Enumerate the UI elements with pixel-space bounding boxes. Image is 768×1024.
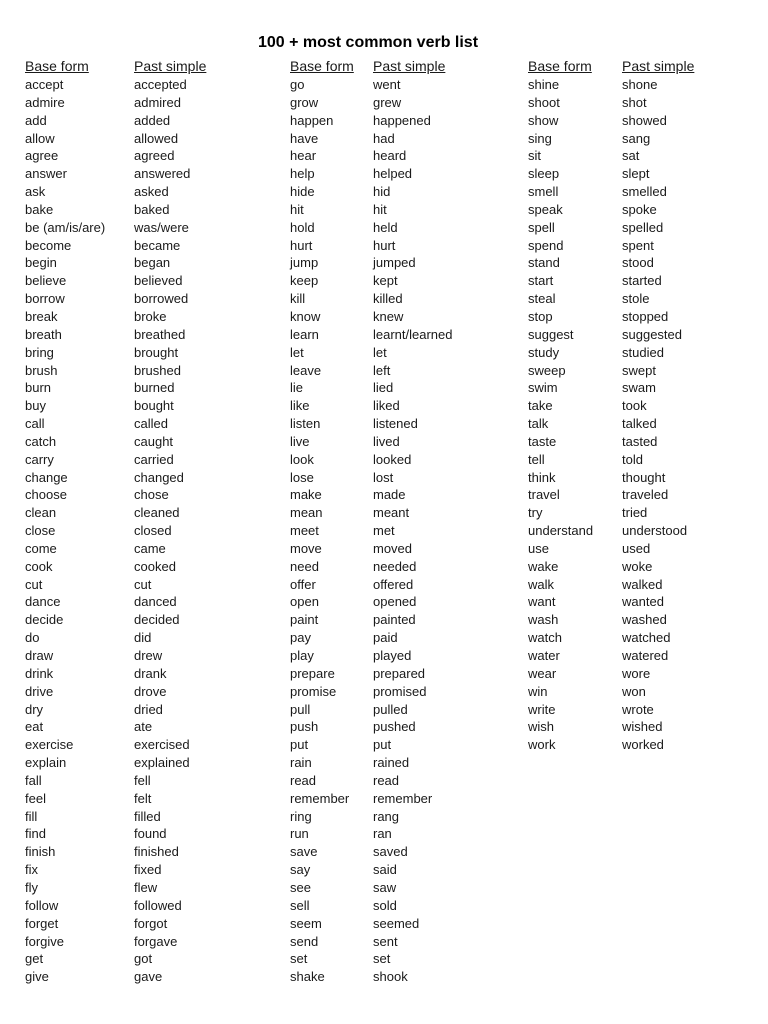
past-simple-item: slept: [622, 166, 650, 182]
base-form-item: happen: [290, 112, 334, 128]
past-simple-item: meant: [373, 505, 410, 521]
past-simple-item: sold: [373, 897, 397, 913]
base-form-item: take: [528, 398, 553, 414]
base-form-item: try: [528, 505, 543, 521]
base-form-item: eat: [25, 719, 44, 735]
base-form-item: allow: [25, 130, 55, 146]
past-simple-item: did: [134, 630, 152, 646]
base-form-item: read: [290, 772, 317, 788]
past-simple-column-3: [622, 56, 694, 754]
base-form-column-2: [290, 56, 354, 986]
past-simple-item: baked: [134, 201, 170, 217]
base-form-item: prepare: [290, 665, 335, 681]
base-form-item: sit: [528, 148, 541, 164]
base-form-item: become: [25, 237, 72, 253]
base-form-item: draw: [25, 648, 54, 663]
base-form-item: have: [290, 130, 319, 146]
past-simple-item: forgot: [134, 915, 168, 931]
base-form-item: talk: [528, 416, 549, 432]
base-form-item: want: [528, 594, 556, 610]
base-form-item: wish: [528, 719, 555, 735]
past-simple-item: helped: [373, 166, 413, 182]
base-form-item: shine: [528, 77, 560, 92]
base-form-item: suggest: [528, 326, 574, 342]
past-simple-item: told: [622, 451, 643, 467]
base-form-item: forgive: [25, 933, 65, 949]
past-simple-item: gave: [134, 969, 163, 985]
base-form-item: run: [290, 826, 309, 842]
base-form-item: save: [290, 844, 318, 860]
base-form-item: push: [290, 719, 319, 735]
past-simple-item: broke: [134, 308, 167, 324]
base-form-item: dance: [25, 594, 61, 610]
past-simple-item: let: [373, 344, 387, 360]
past-simple-item: decided: [134, 612, 180, 628]
past-simple-item: shot: [622, 94, 647, 110]
past-simple-item: bought: [134, 398, 174, 414]
past-simple-item: knew: [373, 308, 404, 324]
base-form-item: understand: [528, 523, 594, 539]
base-form-item: get: [25, 951, 44, 967]
base-form-item: write: [528, 701, 556, 717]
base-form-column-1: [25, 56, 105, 986]
base-form-item: add: [25, 112, 47, 128]
past-simple-item: sang: [622, 130, 651, 146]
past-simple-item: said: [373, 862, 397, 878]
past-simple-item: met: [373, 523, 395, 539]
base-form-item: cook: [25, 558, 53, 574]
base-form-item: jump: [290, 255, 319, 271]
base-form-item: brush: [25, 362, 58, 378]
base-form-item: believe: [25, 273, 67, 289]
base-form-item: breath: [25, 326, 62, 342]
past-simple-item: studied: [622, 344, 664, 360]
past-simple-item: tasted: [622, 433, 658, 449]
past-simple-item: believed: [134, 273, 183, 289]
base-form-item: put: [290, 737, 309, 753]
past-simple-column-1: [134, 56, 206, 986]
base-form-item: hold: [290, 219, 315, 235]
past-simple-item: swam: [622, 380, 656, 396]
past-simple-item: put: [373, 737, 392, 753]
base-form-item: choose: [25, 487, 67, 503]
base-form-item: lose: [290, 469, 314, 485]
base-form-item: fill: [25, 808, 38, 824]
past-simple-item: was/were: [134, 219, 189, 235]
base-form-item: finish: [25, 844, 56, 860]
base-form-item: start: [528, 273, 554, 289]
past-simple-item: happened: [373, 112, 431, 128]
base-form-item: spell: [528, 219, 555, 235]
past-simple-item: accepted: [134, 77, 187, 92]
base-form-item: look: [290, 451, 314, 467]
past-simple-item: used: [622, 540, 651, 556]
past-simple-item: painted: [373, 612, 416, 628]
base-form-item: accept: [25, 77, 64, 92]
base-form-item: agree: [25, 148, 59, 164]
past-simple-item: flew: [134, 879, 158, 895]
base-form-item: know: [290, 308, 321, 324]
past-simple-item: became: [134, 237, 181, 253]
base-form-item: wear: [528, 665, 557, 681]
past-simple-item: walked: [622, 576, 663, 592]
past-simple-item: saw: [373, 879, 397, 895]
past-simple-item: explained: [134, 755, 190, 771]
past-simple-item: heard: [373, 148, 407, 164]
base-form-item: grow: [290, 94, 319, 110]
base-form-column-3: [528, 56, 593, 754]
base-form-item: dry: [25, 701, 44, 717]
past-simple-item: killed: [373, 291, 403, 307]
base-form-item: set: [290, 951, 308, 967]
past-simple-item: spent: [622, 237, 654, 253]
past-simple-item: listened: [373, 416, 418, 432]
base-form-item: wake: [528, 558, 559, 574]
past-simple-item: caught: [134, 433, 174, 449]
past-simple-item: kept: [373, 273, 398, 289]
past-simple-item: spelled: [622, 219, 664, 235]
past-simple-item: brought: [134, 344, 179, 360]
past-simple-item: opened: [373, 594, 417, 610]
past-simple-item: watered: [622, 648, 669, 663]
past-simple-item: left: [373, 362, 391, 378]
base-form-item: like: [290, 398, 310, 414]
base-form-item: ask: [25, 184, 46, 200]
past-simple-item: lost: [373, 469, 394, 485]
base-form-item: catch: [25, 433, 57, 449]
base-form-item: say: [290, 862, 311, 878]
past-simple-item: chose: [134, 487, 169, 503]
past-simple-item: forgave: [134, 933, 178, 949]
base-form-header: Base form: [290, 58, 354, 74]
base-form-item: use: [528, 540, 549, 556]
past-simple-item: found: [134, 826, 167, 842]
base-form-item: hide: [290, 184, 315, 200]
past-simple-item: stood: [622, 255, 654, 271]
past-simple-item: drew: [134, 648, 163, 663]
base-form-item: speak: [528, 201, 563, 217]
base-form-item: let: [290, 344, 304, 360]
past-simple-item: shone: [622, 77, 658, 92]
past-simple-item: grew: [373, 94, 402, 110]
base-form-item: begin: [25, 255, 57, 271]
past-simple-item: talked: [622, 416, 657, 432]
past-simple-item: stole: [622, 291, 650, 307]
base-form-item: stand: [528, 255, 560, 271]
past-simple-item: jumped: [373, 255, 416, 271]
base-form-item: think: [528, 469, 556, 485]
base-form-item: sweep: [528, 362, 566, 378]
past-simple-item: thought: [622, 469, 666, 485]
past-simple-item: asked: [134, 184, 169, 200]
past-simple-item: rang: [373, 808, 400, 824]
past-simple-item: changed: [134, 469, 184, 485]
base-form-item: smell: [528, 184, 559, 200]
past-simple-item: understood: [622, 523, 688, 539]
past-simple-item: swept: [622, 362, 656, 378]
verb-list: [373, 76, 453, 986]
base-form-item: kill: [290, 291, 306, 307]
base-form-header: Base form: [25, 58, 89, 74]
past-simple-item: cooked: [134, 558, 176, 574]
base-form-item: forget: [25, 915, 59, 931]
base-form-item: taste: [528, 433, 557, 449]
past-simple-item: washed: [622, 612, 667, 628]
past-simple-item: smelled: [622, 184, 667, 200]
base-form-item: buy: [25, 398, 46, 414]
past-simple-item: won: [622, 683, 646, 699]
base-form-item: call: [25, 416, 45, 432]
past-simple-item: lived: [373, 433, 400, 449]
base-form-item: burn: [25, 380, 52, 396]
past-simple-item: offered: [373, 576, 414, 592]
past-simple-item: set: [373, 951, 391, 967]
past-simple-item: shook: [373, 969, 408, 985]
base-form-item: drive: [25, 683, 54, 699]
base-form-item: mean: [290, 505, 323, 521]
past-simple-item: pushed: [373, 719, 416, 735]
base-form-item: tell: [528, 451, 545, 467]
base-form-item: paint: [290, 612, 319, 628]
past-simple-item: watched: [622, 630, 671, 646]
past-simple-item: learnt/learned: [373, 326, 453, 342]
base-form-item: be (am/is/are): [25, 219, 106, 235]
base-form-item: travel: [528, 487, 560, 503]
past-simple-item: suggested: [622, 326, 682, 342]
base-form-item: watch: [528, 630, 562, 646]
past-simple-header: Past simple: [373, 58, 446, 74]
base-form-item: come: [25, 540, 57, 556]
past-simple-item: fell: [134, 772, 151, 788]
base-form-item: live: [290, 433, 310, 449]
past-simple-item: followed: [134, 897, 182, 913]
past-simple-item: sent: [373, 933, 398, 949]
past-simple-column-2: [373, 56, 453, 986]
base-form-item: give: [25, 969, 49, 985]
past-simple-item: sat: [622, 148, 640, 164]
base-form-item: decide: [25, 612, 64, 628]
past-simple-item: had: [373, 130, 395, 146]
base-form-item: steal: [528, 291, 556, 307]
base-form-item: win: [528, 683, 548, 699]
past-simple-item: read: [373, 772, 400, 788]
past-simple-item: filled: [134, 808, 161, 824]
past-simple-item: stopped: [622, 308, 669, 324]
past-simple-item: burned: [134, 380, 175, 396]
base-form-item: hurt: [290, 237, 313, 253]
base-form-item: rain: [290, 755, 312, 771]
base-form-item: lie: [290, 380, 304, 396]
base-form-item: open: [290, 594, 319, 610]
past-simple-item: hid: [373, 184, 391, 200]
base-form-item: work: [528, 737, 556, 753]
past-simple-item: tried: [622, 505, 648, 521]
base-form-item: change: [25, 469, 68, 485]
base-form-item: hit: [290, 201, 304, 217]
base-form-item: fix: [25, 862, 38, 878]
past-simple-item: admired: [134, 94, 181, 110]
past-simple-item: hit: [373, 201, 387, 217]
past-simple-item: started: [622, 273, 662, 289]
base-form-item: move: [290, 540, 322, 556]
past-simple-item: began: [134, 255, 171, 271]
base-form-item: fly: [25, 879, 38, 895]
past-simple-item: moved: [373, 540, 413, 556]
past-simple-item: wrote: [622, 701, 654, 717]
past-simple-item: allowed: [134, 130, 179, 146]
past-simple-item: lied: [373, 380, 394, 396]
past-simple-item: borrowed: [134, 291, 189, 307]
base-form-item: close: [25, 523, 56, 539]
base-form-item: explain: [25, 755, 67, 771]
verb-list: [290, 76, 354, 986]
base-form-item: exercise: [25, 737, 74, 753]
past-simple-item: agreed: [134, 148, 175, 164]
past-simple-item: exercised: [134, 737, 190, 753]
past-simple-item: cleaned: [134, 505, 180, 521]
past-simple-item: fixed: [134, 862, 162, 878]
past-simple-item: liked: [373, 398, 400, 414]
past-simple-item: worked: [622, 737, 664, 753]
past-simple-item: prepared: [373, 665, 426, 681]
past-simple-item: danced: [134, 594, 177, 610]
past-simple-item: promised: [373, 683, 427, 699]
past-simple-item: dried: [134, 701, 163, 717]
past-simple-item: got: [134, 951, 153, 967]
past-simple-item: finished: [134, 844, 179, 860]
past-simple-item: ran: [373, 826, 392, 842]
past-simple-item: drank: [134, 665, 167, 681]
base-form-item: wash: [528, 612, 559, 628]
past-simple-item: answered: [134, 166, 191, 182]
base-form-item: sell: [290, 897, 310, 913]
past-simple-item: pulled: [373, 701, 408, 717]
base-form-item: seem: [290, 915, 322, 931]
verb-list: [528, 76, 593, 754]
base-form-item: go: [290, 77, 305, 92]
base-form-item: offer: [290, 576, 316, 592]
base-form-item: cut: [25, 576, 43, 592]
past-simple-item: ate: [134, 719, 153, 735]
base-form-item: water: [528, 648, 560, 663]
base-form-item: admire: [25, 94, 65, 110]
past-simple-item: played: [373, 648, 412, 663]
past-simple-item: called: [134, 416, 168, 432]
base-form-item: promise: [290, 683, 337, 699]
base-form-item: spend: [528, 237, 564, 253]
past-simple-item: took: [622, 398, 647, 414]
base-form-item: sleep: [528, 166, 560, 182]
base-form-item: send: [290, 933, 319, 949]
past-simple-item: showed: [622, 112, 667, 128]
past-simple-item: needed: [373, 558, 417, 574]
base-form-item: show: [528, 112, 559, 128]
past-simple-item: spoke: [622, 201, 657, 217]
base-form-item: find: [25, 826, 46, 842]
base-form-item: borrow: [25, 291, 65, 307]
past-simple-item: rained: [373, 755, 410, 771]
base-form-item: carry: [25, 451, 54, 467]
base-form-item: clean: [25, 505, 57, 521]
page-title: 100 + most common verb list: [257, 34, 479, 51]
past-simple-item: hurt: [373, 237, 396, 253]
base-form-item: meet: [290, 523, 319, 539]
past-simple-item: felt: [134, 790, 152, 806]
base-form-item: feel: [25, 790, 46, 806]
base-form-item: break: [25, 308, 58, 324]
base-form-item: bake: [25, 201, 54, 217]
past-simple-item: cut: [134, 576, 152, 592]
base-form-item: fall: [25, 772, 42, 788]
base-form-item: sing: [528, 130, 552, 146]
past-simple-item: wore: [622, 665, 651, 681]
base-form-item: pay: [290, 630, 311, 646]
past-simple-item: came: [134, 540, 166, 556]
base-form-item: see: [290, 879, 311, 895]
base-form-item: help: [290, 166, 315, 182]
base-form-header: Base form: [528, 58, 592, 74]
past-simple-item: added: [134, 112, 171, 128]
past-simple-header: Past simple: [134, 58, 207, 74]
base-form-item: bring: [25, 344, 54, 360]
base-form-item: play: [290, 648, 314, 663]
past-simple-item: closed: [134, 523, 172, 539]
past-simple-item: paid: [373, 630, 398, 646]
past-simple-item: remember: [373, 790, 433, 806]
base-form-item: leave: [290, 362, 322, 378]
past-simple-item: breathed: [134, 326, 186, 342]
base-form-item: make: [290, 487, 322, 503]
base-form-item: follow: [25, 897, 59, 913]
past-simple-item: brushed: [134, 362, 181, 378]
past-simple-item: went: [373, 77, 401, 92]
base-form-item: walk: [528, 576, 555, 592]
past-simple-item: traveled: [622, 487, 669, 503]
past-simple-item: wanted: [622, 594, 664, 610]
base-form-item: keep: [290, 273, 319, 289]
past-simple-item: carried: [134, 451, 174, 467]
past-simple-item: made: [373, 487, 406, 503]
base-form-item: swim: [528, 380, 558, 396]
past-simple-item: drove: [134, 683, 167, 699]
past-simple-item: saved: [373, 844, 408, 860]
base-form-item: remember: [290, 790, 350, 806]
base-form-item: study: [528, 344, 560, 360]
base-form-item: learn: [290, 326, 319, 342]
base-form-item: stop: [528, 308, 553, 324]
past-simple-item: looked: [373, 451, 412, 467]
base-form-item: ring: [290, 808, 312, 824]
base-form-item: listen: [290, 416, 321, 432]
past-simple-header: Past simple: [622, 58, 695, 74]
verb-list: [25, 76, 105, 986]
base-form-item: drink: [25, 665, 54, 681]
past-simple-item: seemed: [373, 915, 420, 931]
past-simple-item: woke: [622, 558, 653, 574]
verb-list: [622, 76, 694, 754]
base-form-item: shake: [290, 969, 325, 985]
past-simple-item: wished: [622, 719, 663, 735]
base-form-item: shoot: [528, 94, 560, 110]
past-simple-item: held: [373, 219, 398, 235]
base-form-item: pull: [290, 701, 311, 717]
base-form-item: do: [25, 630, 40, 646]
base-form-item: hear: [290, 148, 317, 164]
base-form-item: need: [290, 558, 319, 574]
base-form-item: answer: [25, 166, 67, 182]
verb-list: [134, 76, 206, 986]
